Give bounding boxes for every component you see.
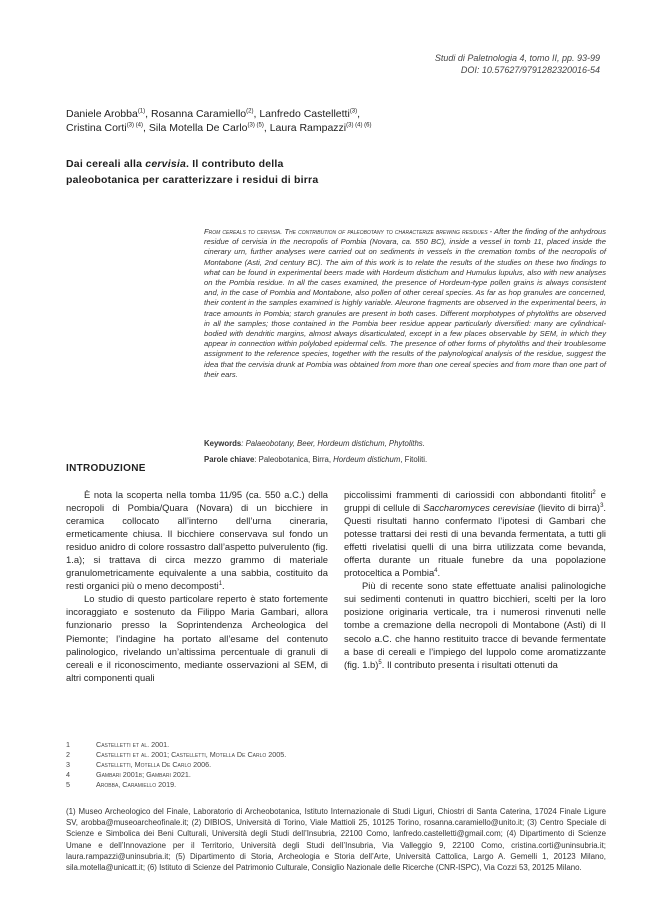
author-separator: , xyxy=(263,122,270,134)
section-heading: INTRODUZIONE xyxy=(66,463,146,474)
journal-citation: Studi di Paletnologia 4, tomo II, pp. 93-99 xyxy=(434,53,600,63)
footnote xyxy=(66,760,606,770)
author-name: Rosanna Caramiello xyxy=(151,108,247,120)
footnote-text: Arobba, Caramiello 2019. xyxy=(96,780,177,789)
footnote-number: 3 xyxy=(66,760,70,769)
footnote-text: Gambari 2001b; Gambari 2021. xyxy=(96,770,191,779)
footnote-text: Castelletti, Motella De Carlo 2006. xyxy=(96,760,212,769)
author-affiliation-mark: (3) (4) xyxy=(126,122,144,129)
author-affiliation-mark: (3) xyxy=(349,108,358,115)
author-affiliation-mark: (1) xyxy=(137,108,146,115)
footnote-number: 4 xyxy=(66,770,70,779)
journal-doi: DOI: 10.57627/9791282320016-54 xyxy=(460,65,600,75)
footnote-number: 1 xyxy=(66,740,70,749)
footnote-text: Castelletti et al. 2001. xyxy=(96,740,170,749)
journal-header xyxy=(435,52,600,76)
footnote-text: Castelletti et al. 2001; Castelletti, Motella De Carlo 2005. xyxy=(96,750,287,759)
abstract-title: From cereals to cervisia. The contribution of paleobotany to characterize brewing residues xyxy=(204,227,488,236)
paragraph: È nota la scoperta nella tomba 11/95 (ca. 550 a.C.) della necropoli di Pombia/Quara (Novara) di un bicchiere in ceramica collocato all’interno dell’urna cineraria, ermeticamente chiusa. Il bicchiere conservava sul fondo un residuo anidro di colore rossastro dall’aspetto pulverulento (fig. 1.a); si trattava di circa mezzo grammo di materiale granulometricamente equivalente a una sabbia, costituito da resti organici più o meno decomposti$^1$. xyxy=(66,489,328,592)
body-column-right xyxy=(344,488,606,671)
author-separator: , xyxy=(357,108,361,120)
author-name: Daniele Arobba xyxy=(66,108,138,120)
footnote-ref: 4 xyxy=(434,568,438,575)
author-affiliation-mark: (3) (5) xyxy=(247,122,264,129)
keywords-block xyxy=(204,438,606,470)
author-list xyxy=(66,107,586,135)
keywords-label: Keywords xyxy=(204,439,242,448)
author-name: Cristina Corti xyxy=(66,122,127,134)
author-name: Lanfredo Castelletti xyxy=(259,108,350,120)
author-affiliation-mark: (3) (4) (6) xyxy=(346,122,372,129)
author-separator: , xyxy=(145,108,151,120)
keywords-italian: Parole chiave: Paleobotanica, Birra, Hordeum distichum, Fitoliti. xyxy=(204,455,428,464)
paragraph: Più di recente sono state effettuate analisi palinologiche sui sedimenti contenuti in quattro bicchieri, scelti per la loro posizione originaria verticale, tra i numerosi rinvenuti nelle tombe a cremazione della necropoli di Montabone (Asti) di II secolo a.C. che hanno restituito tracce di bevande fermentate a base di cereali e l’impiego del luppolo come aromatizzante (fig. 1.b)$^5$. Il contributo presenta i risultati ottenuti da xyxy=(344,580,606,670)
title-line-1: Dai cereali alla cervisia. Il contributo della xyxy=(66,158,284,170)
footnote xyxy=(66,740,606,750)
footnote xyxy=(66,770,606,780)
footnote-number: 2 xyxy=(66,750,70,759)
footnote-ref: 5 xyxy=(378,659,382,666)
footnote xyxy=(66,780,606,790)
author-separator: , xyxy=(253,108,260,120)
footnote-ref: 2 xyxy=(592,489,596,496)
affiliations: (1) Museo Archeologico del Finale, Laboratorio di Archeobotanica, Istituto Internazionale di Studi Liguri, Chiostri di Santa Caterina, 17024 Finale Ligure SV, arobba@museoarcheofinale.it; (2) DIBIOS, Università di Torino, Viale Mattioli 25, 10125 Torino, rosanna.caramiello@unito.it; (3) Centro Speciale di Scienze e Simbolica dei Beni Culturali, Università degli Studi dell’Insubria, 22100 Como, lanfredo.castelletti@gmail.com; (4) Dipartimento di Scienze Umane e dell’Innovazione per il Territorio, Università degli Studi dell’Insubria, Via Valleggio 9, 22100 Como, cristina.corti@uninsubria.it; laura.rampazzi@uninsubria.it; (5) Dipartimento di Storia, Archeologia e Storia dell’Arte, Università Cattolica, Largo A. Gemelli 1, 20123 Milano, sila.motella@unicatt.it; (6) Istituto di Scienze del Patrimonio Culturale, Consiglio Nazionale delle Ricerche (CNR-ISPC), Via Cozzi 53, 20125 Milano. xyxy=(66,807,606,873)
footnotes xyxy=(66,740,606,790)
article-title xyxy=(66,156,586,188)
body-column-left xyxy=(66,488,328,684)
author-separator: , xyxy=(143,122,149,134)
parole-chiave-label: Parole chiave xyxy=(204,455,255,464)
author-name: Sila Motella De Carlo xyxy=(148,122,248,134)
author-name: Laura Rampazzi xyxy=(269,122,347,134)
paragraph: piccolissimi frammenti di cariossidi con abbondanti fitoliti$^2$ e gruppi di cellule di Saccharomyces cerevisiae (lievito di birra)$^3$. Questi risultati hanno confermato l’ipotesi di Gambari che potesse trattarsi dei resti di una bevanda fermentata, a tutti gli effetti rivelatisi quelli di una birra utilizzata come bevanda, offerta durante un rituale funebre da una popolazione protoceltica a Pombia$^4$. xyxy=(344,489,607,579)
abstract xyxy=(204,227,606,380)
footnote xyxy=(66,750,606,760)
paragraph: Lo studio di questo particolare reperto è stato fortemente incoraggiato e sostenuto da Filippo Maria Gambari, allora funzionario presso la Soprintendenza Archeologica del Piemonte; l’indagine ha portato all’esame del contenuto palinologico, rivelando un’altissima percentuale di granuli di cereali e il riconoscimento, mediante osservazioni al SEM, di altri componenti quali xyxy=(66,593,328,683)
footnote-ref: 1 xyxy=(218,581,223,588)
keywords-english xyxy=(204,438,606,449)
footnote-ref: 3 xyxy=(600,502,604,509)
title-line-2: paleobotanica per caratterizzare i residui di birra xyxy=(66,174,319,186)
footnote-number: 5 xyxy=(66,780,70,789)
abstract-text: - After the finding of the anhydrous residue of cervisia in the necropolis of Pombia (Novara, ca. 550 BC), inside a vessel in tomb 11, placed inside the cinerary urn, further analyses were carried out on sediments in vessels in the cremation tombs of the necropolis of Montabone (Asti, 2nd century BC). The aim of this work is to relate the results of the studies on these two findings to what can be found in experimental beers made with Hordeum distichum and Humulus lupulus, also with new analyses on the Pombia residue. In all the cases examined, the presence of Hordeum-type pollen grains is always consistent and, in the case of Pombia and Montabone, also pollen of other cereal species. As far as hop granules are concerned, their content in the samples examined is highly variable. Aleurone fragments are observed in the experimental beers, in trace amounts in Pombia; starch granules are present in both cases. Different morphotypes of phytoliths are observed in all the samples; those contained in the Pombia beer residue appear particularly diversified: many are cylindrical-bodied with dendritic margins, almost always disarticulated, except in a few places observable by SEM, in which they appear in connection within polylobed epidermal cells. The presence of other forms of phytoliths and their troublesome assignment to the reference species, together with the results of the palynological analysis of the residue, suggest the idea that the cervisia drunk at Pombia was obtained from more than one cereal species and from more than one part of their ears. xyxy=(204,227,606,379)
keywords-value: : Palaeobotany, Beer, Hordeum distichum, Phytoliths. xyxy=(241,439,425,448)
author-affiliation-mark: (2) xyxy=(246,108,254,115)
